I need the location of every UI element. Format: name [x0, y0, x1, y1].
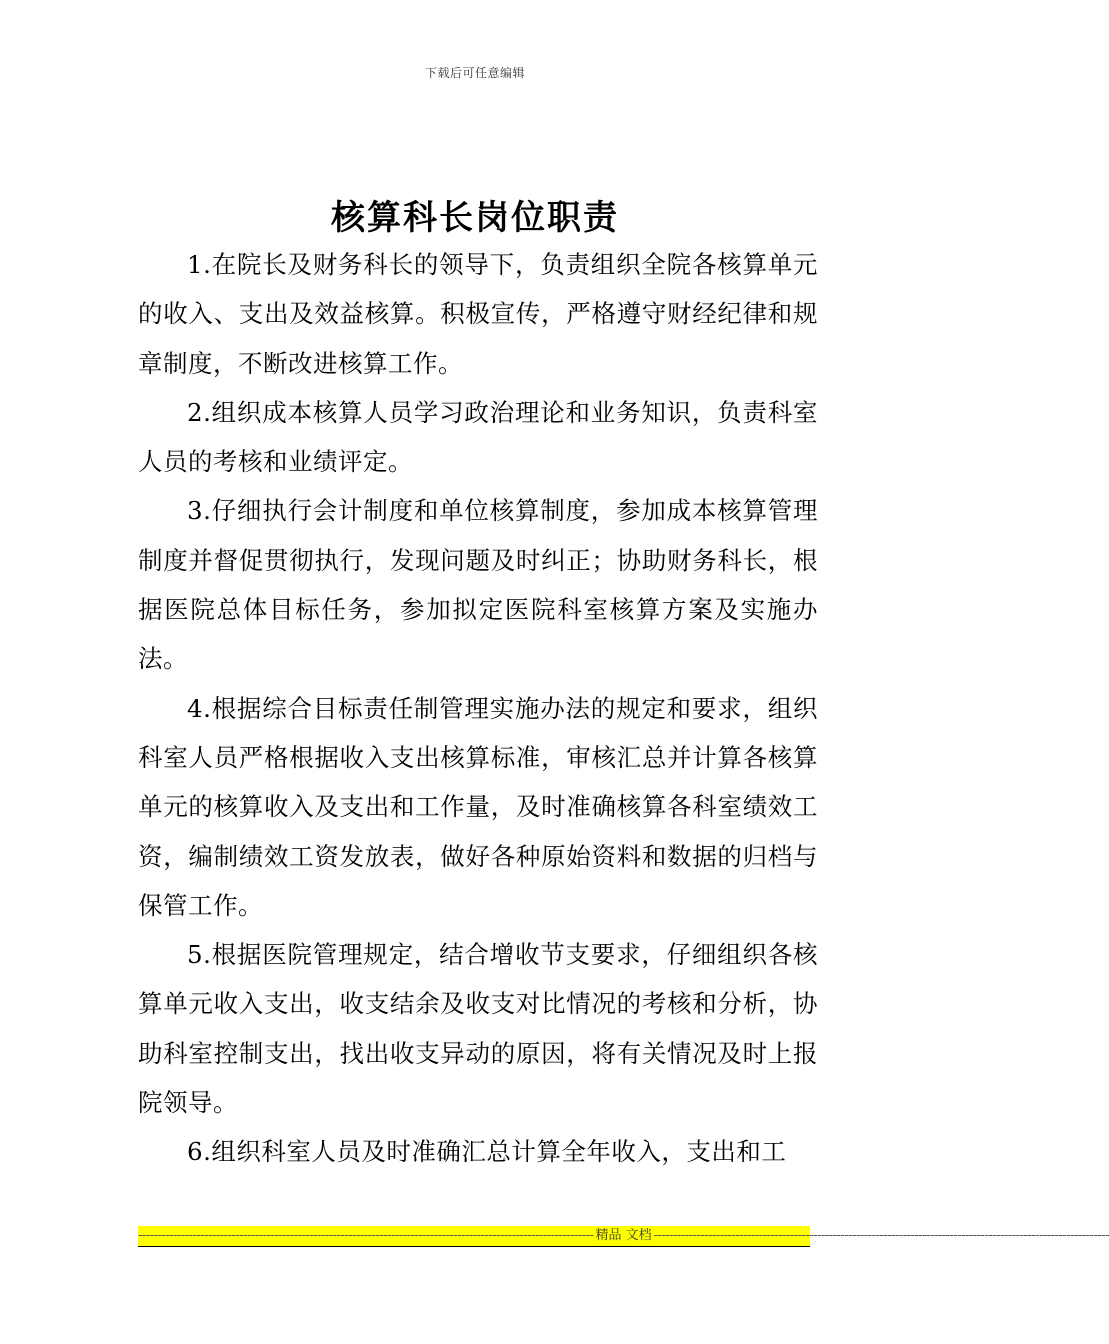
- paragraph-5: 5.根据医院管理规定，结合增收节支要求，仔细组织各核算单元收入支出，收支结余及收支对比情况的考核和分析，协助科室控制支出，找出收支异动的原因，将有关情况及时上报院领导。: [138, 940, 818, 1118]
- paragraph-4: 4.根据综合目标责任制管理实施办法的规定和要求，组织科室人员严格根据收入支出核算标准，审核汇总并计算各核算单元的核算收入及支出和工作量，及时准确核算各科室绩效工资，编制绩效工资发放表，做好各种原始资料和数据的归档与保管工作。: [138, 693, 818, 920]
- footer-label: 精品 文档: [595, 1228, 652, 1243]
- header-note: 下载后可任意编辑: [424, 66, 525, 80]
- paragraph-1: 1.在院长及财务科长的领导下，负责组织全院各核算单元的收入、支出及效益核算。积极宣传，严格遵守财经纪律和规章制度，不断改进核算工作。: [138, 250, 818, 378]
- paragraph-3: 3.仔细执行会计制度和单位核算制度，参加成本核算管理制度并督促贯彻执行，发现问题及时纠正；协助财务科长，根据医院总体目标任务，参加拟定医院科室核算方案及实施办法。: [138, 496, 818, 674]
- footer-dashes-left: ---------------------------------------------------------------------------------------------------------------------: [138, 1228, 594, 1243]
- document-body: [138, 240, 818, 1177]
- footer-dashes-right: ---------------------------------------------------------------------------------------------------------------------: [653, 1228, 1109, 1243]
- paragraph-6: 6.组织科室人员及时准确汇总计算全年收入，支出和工: [187, 1137, 787, 1167]
- paragraph-2: 2.组织成本核算人员学习政治理论和业务知识，负责科室人员的考核和业绩评定。: [138, 397, 818, 477]
- footer-banner: [138, 1226, 1109, 1247]
- document-title: 核算科长岗位职责: [331, 198, 619, 238]
